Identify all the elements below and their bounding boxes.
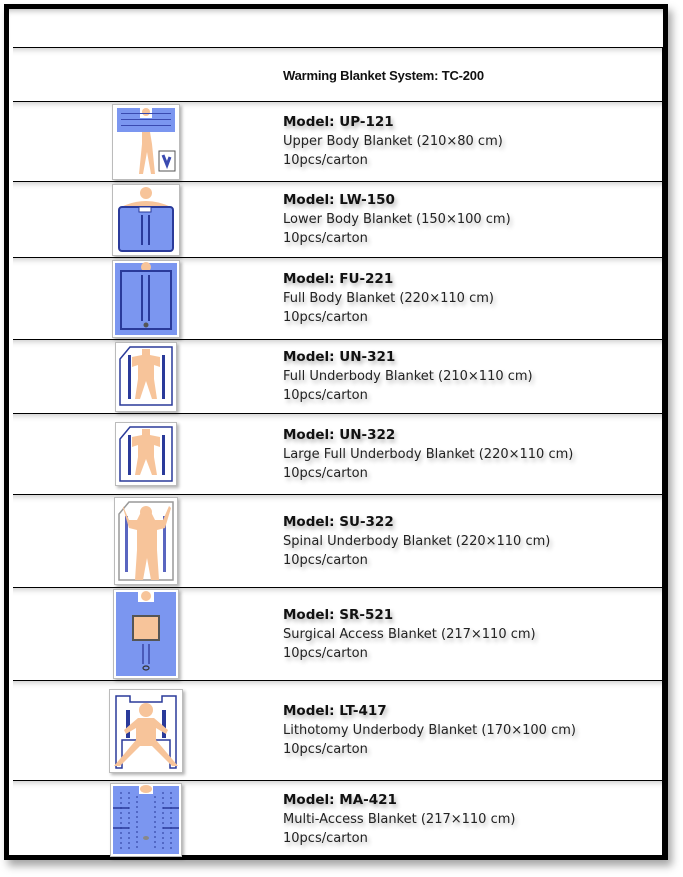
top-spacer xyxy=(9,9,663,47)
blanket-description: Large Full Underbody Blanket (220×110 cm) xyxy=(283,446,574,462)
lithotomy-underbody-blanket-icon xyxy=(109,689,183,773)
multi-access-blanket-icon xyxy=(110,783,182,857)
packaging-info: 10pcs/carton xyxy=(283,231,368,246)
product-row xyxy=(13,495,663,588)
blanket-description: Multi-Access Blanket (217×110 cm) xyxy=(283,812,516,827)
blanket-description: Upper Body Blanket (210×80 cm) xyxy=(283,134,503,149)
blanket-description: Spinal Underbody Blanket (220×110 cm) xyxy=(283,533,551,549)
model-number: Model: FU-221 xyxy=(283,271,394,287)
product-row xyxy=(13,258,663,340)
packaging-info: 10pcs/carton xyxy=(283,645,368,661)
full-underbody-blanket-icon xyxy=(115,342,177,412)
header-row xyxy=(13,48,663,102)
product-row xyxy=(13,102,663,182)
packaging-info: 10pcs/carton xyxy=(283,310,368,325)
header-cell xyxy=(275,48,663,102)
lower-body-blanket-icon xyxy=(112,184,180,256)
model-number: Model: UP-121 xyxy=(283,114,394,130)
model-number: Model: UN-321 xyxy=(283,349,396,365)
packaging-info: 10pcs/carton xyxy=(283,831,368,846)
product-row xyxy=(13,781,663,859)
packaging-info: 10pcs/carton xyxy=(283,465,368,481)
model-number: Model: LW-150 xyxy=(283,192,395,208)
packaging-info: 10pcs/carton xyxy=(283,153,368,168)
packaging-info: 10pcs/carton xyxy=(283,552,368,568)
document-frame xyxy=(4,4,668,860)
blanket-description: Lithotomy Underbody Blanket (170×100 cm) xyxy=(283,723,576,738)
table-title: Warming Blanket System: TC-200 xyxy=(283,68,484,83)
large-full-underbody-blanket-icon xyxy=(115,422,177,486)
full-body-blanket-icon xyxy=(112,260,180,338)
product-row xyxy=(13,681,663,781)
product-row xyxy=(13,588,663,681)
model-number: Model: SR-521 xyxy=(283,606,394,623)
packaging-info: 10pcs/carton xyxy=(283,742,368,757)
blanket-description: Lower Body Blanket (150×100 cm) xyxy=(283,212,511,227)
model-number: Model: SU-322 xyxy=(283,513,394,530)
upper-body-blanket-icon xyxy=(112,104,180,180)
spinal-underbody-blanket-icon xyxy=(114,497,178,585)
header-empty-cell xyxy=(13,48,275,102)
product-spec-table xyxy=(13,47,663,859)
blanket-description: Full Underbody Blanket (210×110 cm) xyxy=(283,369,533,384)
model-number: Model: UN-322 xyxy=(283,426,396,443)
blanket-description: Surgical Access Blanket (217×110 cm) xyxy=(283,626,536,642)
packaging-info: 10pcs/carton xyxy=(283,388,368,403)
model-number: Model: LT-417 xyxy=(283,703,387,719)
model-number: Model: MA-421 xyxy=(283,792,397,808)
product-row xyxy=(13,340,663,414)
surgical-access-blanket-icon xyxy=(113,589,179,679)
product-row xyxy=(13,414,663,495)
blanket-description: Full Body Blanket (220×110 cm) xyxy=(283,291,494,306)
product-row xyxy=(13,182,663,258)
